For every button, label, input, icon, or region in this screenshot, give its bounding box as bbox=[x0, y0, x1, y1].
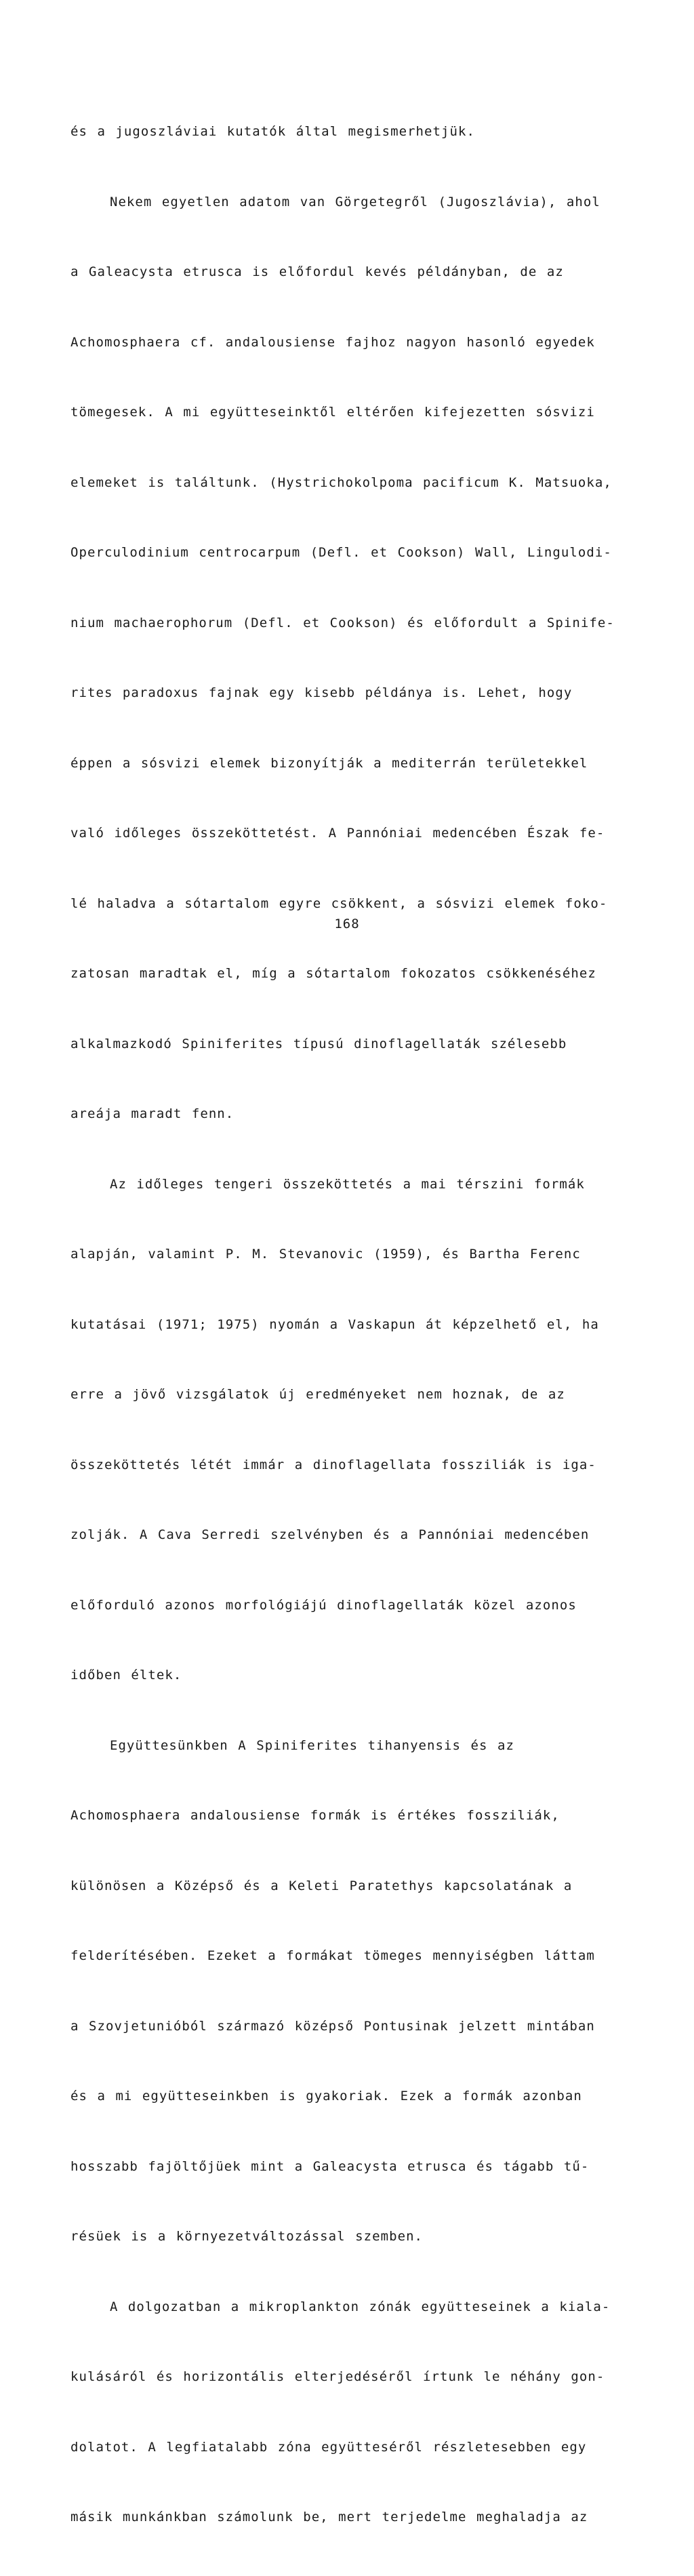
text-line: tömegesek. A mi együtteseinktől eltérően kifejezetten sósvizi bbox=[70, 405, 595, 420]
text-line: dolatot. A legfiatalabb zóna együtteséről részletesebben egy bbox=[70, 2439, 587, 2455]
text-line: időben éltek. bbox=[70, 1668, 182, 1683]
text-line: alkalmazkodó Spiniferites típusú dinoflagellaták szélesebb bbox=[70, 1036, 567, 1051]
text-line: különösen a Középső és a Keleti Paratethys kapcsolatának a bbox=[70, 1878, 573, 1893]
text-line: Achomosphaera cf. andalousiense fajhoz nagyon hasonló egyedek bbox=[70, 334, 595, 350]
text-line: másik munkánkban számolunk be, mert terjedelme meghaladja az bbox=[70, 2510, 588, 2524]
text-line: lé haladva a sótartalom egyre csökkent, a sósvizi elemek foko- bbox=[70, 895, 608, 911]
text-line: zatosan maradtak el, míg a sótartalom fokozatos csökkenéséhez bbox=[70, 966, 596, 981]
text-line: Operculodinium centrocarpum (Defl. et Cookson) Wall, Lingulodi- bbox=[70, 545, 612, 560]
text-line: rites paradoxus fajnak egy kisebb példánya is. Lehet, hogy bbox=[70, 685, 573, 700]
text-line: és a mi együtteseinkben is gyakoriak. Ezek a formák azonban bbox=[70, 2089, 582, 2104]
text-line: areája maradt fenn. bbox=[70, 1106, 234, 1121]
text-line: éppen a sósvizi elemek bizonyítják a mediterrán területekkel bbox=[70, 755, 588, 771]
text-line: és a jugoszláviai kutatók által megismerhetjük. bbox=[70, 124, 475, 139]
text-line: kutatásai (1971; 1975) nyomán a Vaskapun át képzelhető el, ha bbox=[70, 1316, 599, 1332]
text-line: nium machaerophorum (Defl. et Cookson) és előfordult a Spinife- bbox=[70, 615, 615, 630]
text-line: résüek is a környezetváltozással szemben. bbox=[70, 2229, 424, 2244]
text-line: felderítésében. Ezeket a formákat tömeges mennyiségben láttam bbox=[70, 1948, 595, 1963]
text-line: Az időleges tengeri összeköttetés a mai térszini formák bbox=[70, 1176, 585, 1192]
text-line: kulásáról és horizontális elterjedéséről írtunk le néhány gon- bbox=[70, 2369, 605, 2384]
text-line: hosszabb fajöltőjüek mint a Galeacysta etrusca és tágabb tű- bbox=[70, 2158, 590, 2174]
body-text bbox=[70, 73, 647, 2576]
text-line: alapján, valamint P. M. Stevanovic (1959), és Bartha Ferenc bbox=[70, 1247, 581, 1262]
text-line: előforduló azonos morfológiájú dinoflagellaták közel azonos bbox=[70, 1597, 577, 1613]
text-line: erre a jövő vizsgálatok új eredményeket nem hoznak, de az bbox=[70, 1387, 565, 1402]
text-line: Nekem egyetlen adatom van Görgetegről (Jugoszlávia), ahol bbox=[70, 194, 600, 209]
text-line: a Szovjetunióból származó középső Pontusinak jelzett mintában bbox=[70, 2018, 595, 2034]
text-line: zolják. A Cava Serredi szelvényben és a Pannóniai medencében bbox=[70, 1527, 590, 1542]
text-line: a Galeacysta etrusca is előfordul kevés példányban, de az bbox=[70, 264, 564, 279]
text-line: Együttesünkben A Spiniferites tihanyensis és az bbox=[70, 1737, 514, 1753]
text-line: Achomosphaera andalousiense formák is értékes fossziliák, bbox=[70, 1808, 560, 1823]
text-line: elemeket is találtunk. (Hystrichokolpoma pacificum K. Matsuoka, bbox=[70, 475, 612, 490]
text-line: való időleges összeköttetést. A Pannóniai medencében Észak fe- bbox=[70, 826, 605, 841]
text-line: A dolgozatban a mikroplankton zónák együtteseinek a kiala- bbox=[70, 2299, 611, 2314]
text-line: összeköttetés létét immár a dinoflagellata fossziliák is iga- bbox=[70, 1457, 596, 1472]
page-number: 168 bbox=[334, 917, 360, 931]
